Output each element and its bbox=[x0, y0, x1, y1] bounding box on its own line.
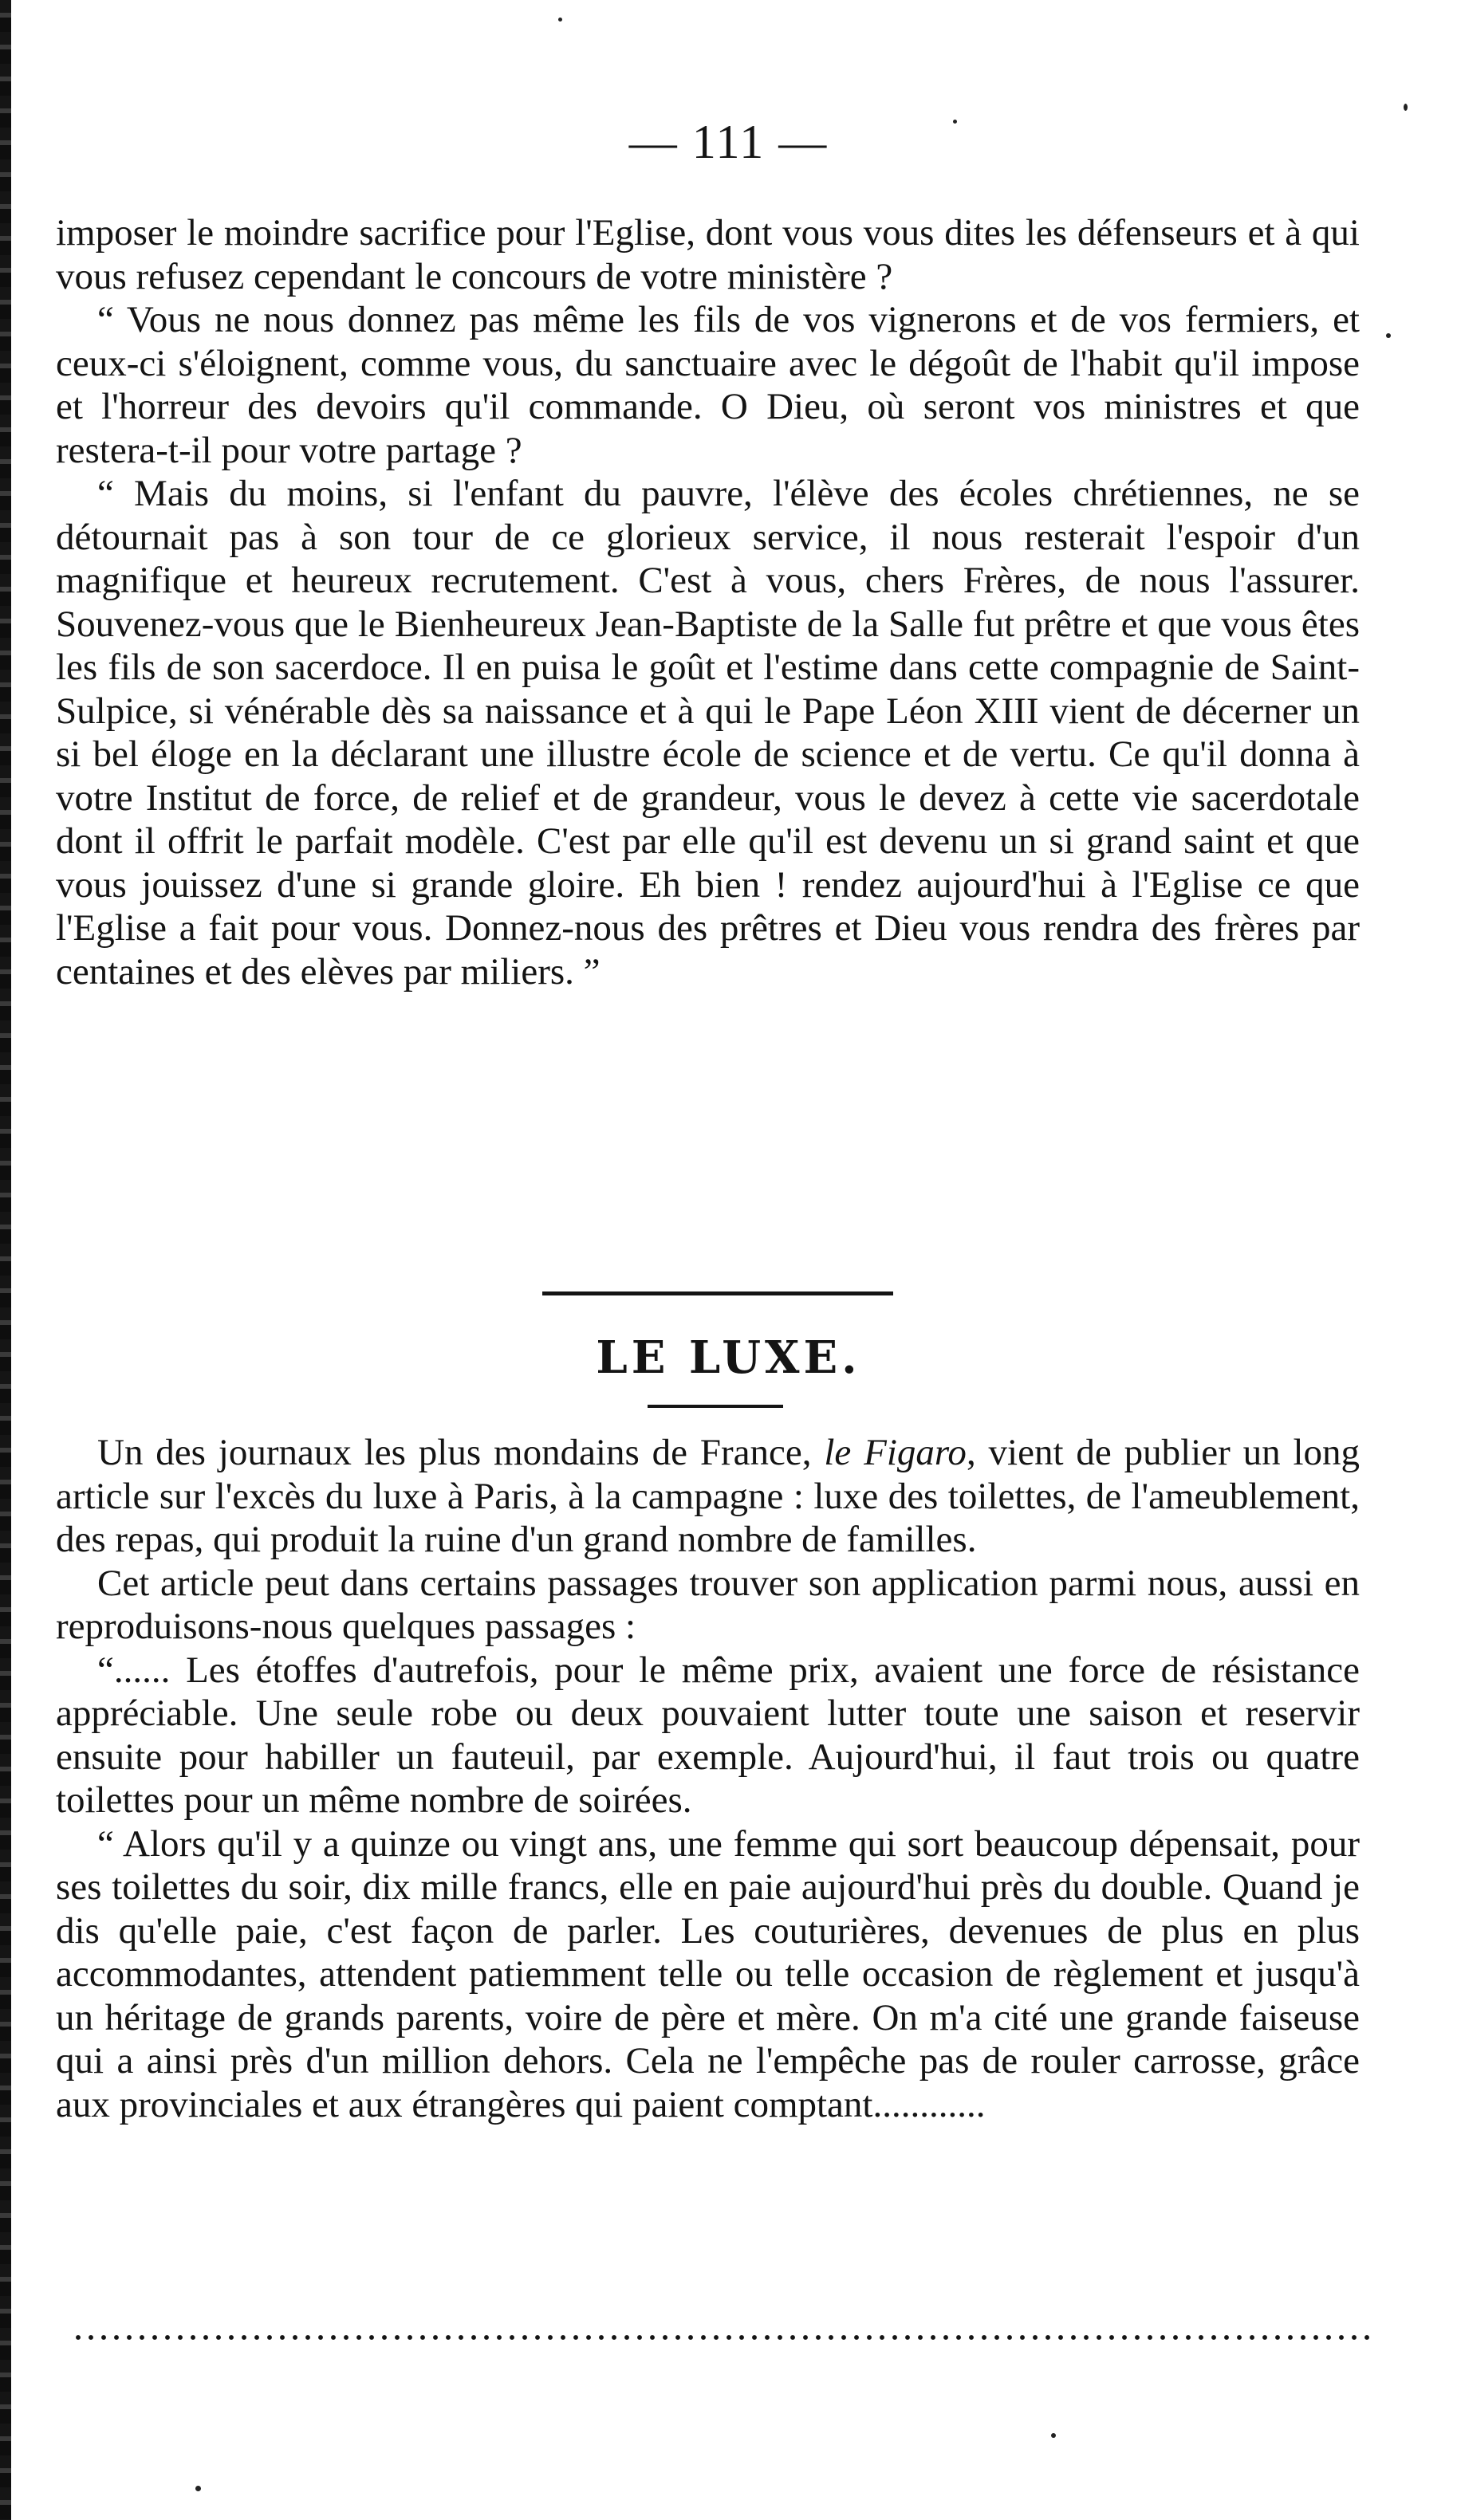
page-binding-edge bbox=[0, 0, 11, 2520]
article-paragraph-1: Cet article peut dans certains passages trouver son application parmi nous, aussi en reproduisons-nous quelques passages : bbox=[56, 1562, 1360, 1647]
print-speck bbox=[558, 18, 562, 22]
dotted-ellipsis-line bbox=[72, 2334, 1372, 2341]
continued-text-block bbox=[56, 211, 1360, 993]
article-body bbox=[56, 1431, 1360, 2126]
print-speck bbox=[1404, 104, 1408, 111]
print-speck bbox=[953, 120, 957, 124]
intro-text-end: , vient de publier un long article sur l'excès du luxe à Paris, à la campagne : luxe des toilettes, de l'ameublement, des repas, qui produit la ruine d'un grand nombre de familles. bbox=[56, 1432, 1360, 1560]
page-number: — 111 — bbox=[628, 116, 829, 168]
article-paragraph-3: “ Alors qu'il y a quinze ou vingt ans, une femme qui sort beaucoup dépensait, pour ses toilettes du soir, dix mille francs, elle en paie aujourd'hui près du double. Quand je dis qu'elle paie, c'est façon de parler. Les couturières, devenues de plus en plus accommodantes, attendent patiemment telle ou telle occasion de règlement et jusqu'à un héritage de grands parents, voire de père et mère. On m'a cité une grande faiseuse qui a ainsi près d'un million dehors. Cela ne l'empêche pas de rouler carrosse, grâce aux provinciales et aux étrangères qui paient comptant............ bbox=[56, 1822, 1360, 2125]
print-speck bbox=[195, 2486, 201, 2491]
continued-paragraph-1: imposer le moindre sacrifice pour l'Eglise, dont vous vous dites les défenseurs et à qui vous refusez cependant le concours de votre ministère ? bbox=[56, 212, 1360, 297]
article-paragraph-2: “...... Les étoffes d'autrefois, pour le même prix, avaient une force de résistance appréciable. Une seule robe ou deux pouvaient lutter toute une saison et reservir ensuite pour habiller un fauteuil, par exemple. Aujourd'hui, il faut trois ou quatre toilettes pour un même nombre de soirées. bbox=[56, 1649, 1360, 1821]
intro-text-start: Un des journaux les plus mondains de France, bbox=[97, 1432, 825, 1473]
continued-paragraph-2: “ Vous ne nous donnez pas même les fils de vos vignerons et de vos fermiers, et ceux-ci s'éloignent, comme vous, du sanctuaire avec le dégoût de l'habit qu'il impose et l'horreur des devoirs qu'il commande. O Dieu, où seront vos ministres et que restera-t-il pour votre partage ? bbox=[56, 299, 1360, 471]
continued-paragraph-3: “ Mais du moins, si l'enfant du pauvre, l'élève des écoles chrétiennes, ne se détournait pas à son tour de ce glorieux service, il nous resterait l'espoir d'un magnifique et heureux recrutement. C'est à vous, chers Frères, de nous l'assurer. Souvenez-vous que le Bienheureux Jean-Baptiste de la Salle fut prêtre et que vous êtes les fils de son sacerdoce. Il en puisa le goût et l'estime dans cette compagnie de Saint-Sulpice, si vénérable dès sa naissance et à qui le Pape Léon XIII vient de décerner un si bel éloge en la déclarant une illustre école de science et de vertu. Ce qu'il donna à votre Institut de force, de relief et de grandeur, vous le devez à cette vie sacerdotale dont il offrit le parfait modèle. C'est par elle qu'il est devenu un si grand saint et que vous jouissez d'une si grande gloire. Eh bien ! rendez aujourd'hui à l'Eglise ce que l'Eglise a fait pour vous. Donnez-nous des prêtres et Dieu vous rendra des frères par centaines et des elèves par miliers. ” bbox=[56, 473, 1360, 993]
title-underline bbox=[648, 1405, 783, 1408]
print-speck bbox=[1386, 333, 1391, 338]
article-intro-paragraph bbox=[56, 1431, 1360, 1562]
article-title: LE LUXE. bbox=[596, 1331, 861, 1384]
newspaper-name: le Figaro bbox=[824, 1432, 967, 1473]
print-speck bbox=[1051, 2433, 1056, 2438]
section-separator-rule bbox=[542, 1291, 893, 1295]
